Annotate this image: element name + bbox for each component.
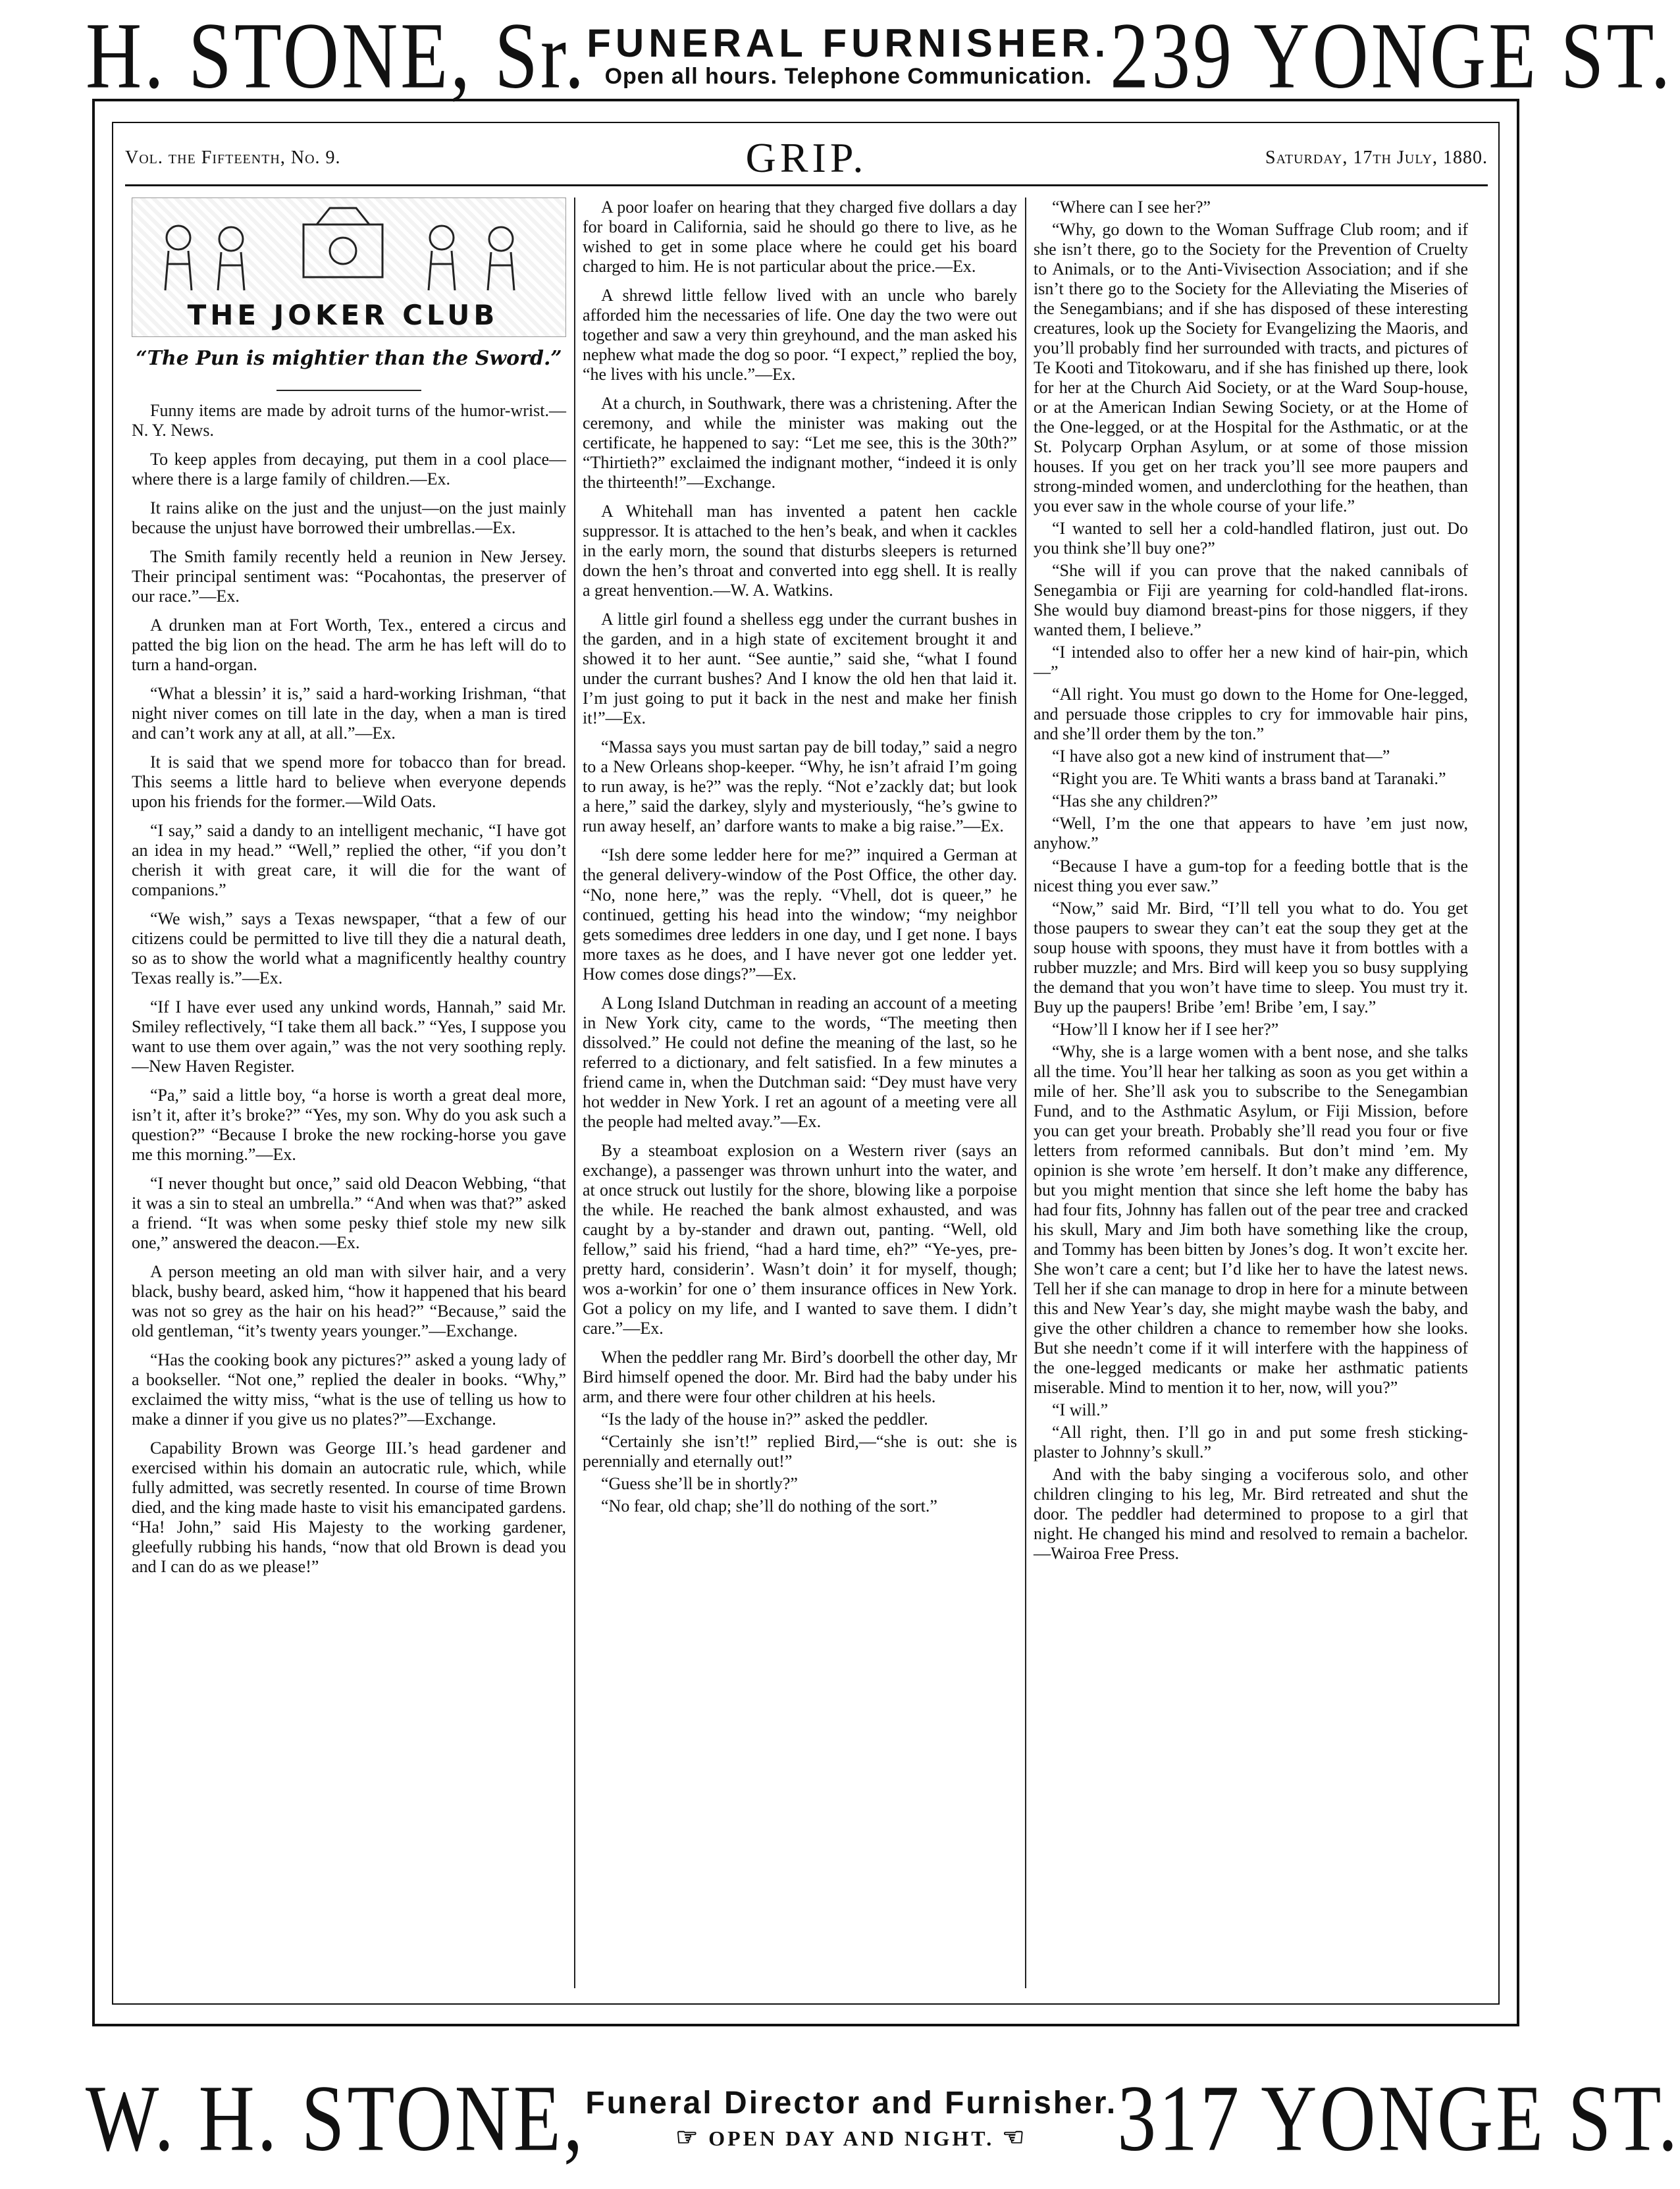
bottom-banner-subtitle-row: [585, 2123, 1117, 2152]
dialogue-line: “Why, she is a large women with a bent nose, and she talks all the time. You’ll hear her talking as soon as you get within a mile of her. She’ll ask you to subscribe to the Senegambian Fund, and to the Asthmatic Asylum, or Fiji Mission, before you can get your breath. Probably she’ll read you four or five letters from reformed cannibals. But don’t mind ’em. My opinion is she wrote ’em herself. It don’t make any difference, but you might mention that since she left home the baby has had four fits, Johnny has fallen out of the pear tree and cracked his skull, Mary and Jim both have something like the croup, and Tommy has been bitten by Jones’s dog. It won’t excite her. She won’t care a cent; but I’d like her to have the latest news. Tell her if she can manage to drop in here for a minute between this and New Year’s day, she might maybe wash the baby, and give the other children a chance to remember how she looks. But she needn’t come if it will interfere with the happiness of the one-legged medicants or make her asthmatic patients miserable. Mind to mention it to her, now, will you?”: [1034, 1042, 1468, 1397]
joke-item: A poor loafer on hearing that they charged five dollars a day for board in California, said he should go there to live, as he wished to get in some place where he could get his board charged to him. He is not particular about the price.—Ex.: [583, 198, 1017, 277]
divider-rule: [276, 388, 421, 392]
dialogue-line: “Why, go down to the Woman Suffrage Club room; and if she isn’t there, go to the Society for the Prevention of Cruelty to Animals, or to the Anti-Vivisection Association; and if she isn’t there go to the Society for the Alleviating the Miseries of the Senegambians; and if she has disposed of these interesting creatures, look up the Society for Evangelizing the Maoris, and you’ll probably find her surrounded with tracts, and pictures of Te Kooti and Titokowaru, and if she has finished up there, look for her at the Church Aid Society, or at the Ward Soup-house, or at the American Indian Sewing Society, or at the Home of the One-legged, or at the Hospital for the Asthmatic, or at the St. Polycarp Orphan Asylum, or at some of those mission houses. If you get on her track you’ll see more paupers and strong-minded women, and underclothing for the heathen, than you ever saw in the whole course of your life.”: [1034, 220, 1468, 516]
dialogue-line: “Right you are. Te Whiti wants a brass band at Taranaki.”: [1052, 769, 1446, 789]
dialogue-line: “I have also got a new kind of instrument that—”: [1052, 747, 1390, 766]
pointing-hand-icon: ☞: [675, 2123, 701, 2151]
joke-item: “I never thought but once,” said old Deacon Webbing, “that it was a sin to steal an umbrella.” “And when was that?” asked a friend. “It was when some pesky thief stole my new silk one,” answered the deacon.—Ex.: [132, 1174, 566, 1253]
masthead: [125, 132, 1488, 186]
column-2: [583, 198, 1017, 1988]
story-ending: And with the baby singing a vociferous solo, and other children clinging to his leg, Mr. Bird retreated and shut the door. The peddler had determined to propose to a girl that night. He changed his mind and resolved to remain a bachelor.—Wairoa Free Press.: [1034, 1464, 1468, 1564]
bottom-banner: [86, 2061, 1680, 2176]
joker-figures-illustration: [132, 198, 567, 297]
top-banner: [86, 3, 1673, 109]
top-banner-address: 239 YONGE ST.: [1110, 3, 1673, 109]
top-banner-subtitle: Open all hours. Telephone Communication.: [604, 64, 1092, 89]
joke-item: “What a blessin’ it is,” said a hard-working Irishman, “that night niver comes on till late in the day, when a man is tired and can’t work any at all, at all.”—Ex.: [132, 683, 566, 743]
joke-item: “Ish dere some ledder here for me?” inquired a German at the general delivery-window of the Post Office, the other day. “No, none here,” was the reply. “Vhell, dot is queer,” he continued, getting his head into the window; “my neighbor gets somedimes dree ledders in one day, und I get none. I bays more taxes as he does, and I have never got one ledder yet. How comes dose dings?”—Ex.: [583, 845, 1017, 984]
bottom-banner-name: W. H. STONE,: [86, 2065, 586, 2171]
joke-item: A Long Island Dutchman in reading an account of a meeting in New York city, came to the words, “The meeting then dissolved.” He could not define the meaning of the last, so he referred to a dictionary, and felt satisfied. In a few minutes a friend came in, when the Dutchman said: “Dey must have very hot wedder in New York. I ret an agount of a meeting vere all the people had melted avay.”—Ex.: [583, 993, 1017, 1131]
joke-item: “Has the cooking book any pictures?” asked a young lady of a bookseller. “Not one,” replied the dealer in books. “Why,” exclaimed the witty miss, “what is the use of telling us how to make a dinner if you give us no plates?”—Exchange.: [132, 1350, 566, 1429]
joke-item: “We wish,” says a Texas newspaper, “that a few of our citizens could be permitted to live till they die a natural death, so as to show the world what a magnificently healthy country Texas really is.”—Ex.: [132, 909, 566, 988]
top-banner-name: H. STONE, Sr.: [86, 3, 587, 109]
publication-title: GRIP.: [745, 134, 868, 181]
dialogue-line: “Is the lady of the house in?” asked the peddler.: [601, 1409, 928, 1429]
joker-club-title: THE JOKER CLUB: [187, 298, 499, 331]
issue-date: Saturday, 17th July, 1880.: [1265, 147, 1488, 168]
joke-item: A drunken man at Fort Worth, Tex., entered a circus and patted the big lion on the head. The arm he has left will do to turn a hand-organ.: [132, 615, 566, 674]
dialogue-line: “Has she any children?”: [1052, 791, 1218, 811]
column-3: [1034, 198, 1468, 1988]
column-1: [132, 198, 566, 1988]
volume-number: Vol. the Fifteenth, No. 9.: [125, 147, 341, 168]
bottom-banner-address: 317 YONGE ST.: [1117, 2065, 1680, 2171]
dialogue-line: “I wanted to sell her a cold-handled flatiron, just out. Do you think she’ll buy one?”: [1034, 519, 1468, 558]
pointing-hand-left-icon: ☜: [1002, 2123, 1028, 2151]
joker-club-motto: “The Pun is mightier than the Sword.”: [136, 347, 562, 370]
dialogue-line: “Where can I see her?”: [1052, 198, 1211, 217]
top-banner-title: FUNERAL FURNISHER.: [587, 21, 1111, 65]
bottom-banner-middle: [585, 2084, 1117, 2152]
top-banner-middle: [587, 22, 1110, 90]
joke-item: “Massa says you must sartan pay de bill today,” said a negro to a New Orleans shop-keeper. “Why, he isn’t afraid I’m going to run away, is he?” was the reply. “Not e’zackly dat; but look a here,” said the darkey, slyly and mysteriously, “he’s gwine to run away heself, an’ darfore wants to make a big raise.”—Ex.: [583, 737, 1017, 836]
dialogue-line: “All right. You must go down to the Home for One-legged, and persuade those cripples to cry for immovable hair pins, and she’ll order them by the ton.”: [1034, 685, 1468, 744]
joke-item: “If I have ever used any unkind words, Hannah,” said Mr. Smiley reflectively, “I take them all back.” “Yes, I suppose you want to use them over again,” was the not very soothing reply.—New Haven Register.: [132, 997, 566, 1076]
joke-item: The Smith family recently held a reunion in New Jersey. Their principal sentiment was: “Pocahontas, the preserver of our race.”—Ex.: [132, 546, 566, 606]
dialogue-line: “All right, then. I’ll go in and put some fresh sticking-plaster to Johnny’s skull.”: [1034, 1422, 1468, 1462]
dialogue-line: “Now,” said Mr. Bird, “I’ll tell you what to do. You get those paupers to swear they can’t eat the soup they get at the soup house with spoons, they must have it from bottles with a rubber muzzle; and Mrs. Bird will keep you so busy supplying the demand that you won’t have time to sleep. You must try it. Buy up the paupers! Bribe ’em! Bribe ’em, I say.”: [1034, 898, 1468, 1016]
column-rule: [574, 198, 575, 1988]
dialogue-line: “Certainly she isn’t!” replied Bird,—“she is out: she is perennially and eternally out!”: [583, 1431, 1017, 1471]
bottom-banner-subtitle: OPEN DAY AND NIGHT.: [708, 2126, 995, 2150]
joke-item: By a steamboat explosion on a Western river (says an exchange), a passenger was thrown unhurt into the water, and at once struck out lustily for the shore, blowing like a porpoise the while. He reached the bank almost exhausted, and was caught by a by-stander and drawn out, panting. “Well, old fellow,” said his friend, “had a hard time, eh?” “Ye-yes, pre-pretty hard, considerin’. Wasn’t doin’ it for myself, though; wos a-workin’ for one o’ them insurance offices in New York. Got a policy on my life, and I wanted to save them. I didn’t care.”—Ex.: [583, 1140, 1017, 1338]
dialogue-line: “I will.”: [1052, 1400, 1109, 1419]
joke-item: It rains alike on the just and the unjust—on the just mainly because the unjust have borrowed their umbrellas.—Ex.: [132, 498, 566, 537]
dialogue-line: “I intended also to offer her a new kind of hair-pin, which—”: [1034, 643, 1468, 682]
column-rule: [1025, 198, 1026, 1988]
joke-item: A Whitehall man has invented a patent hen cackle suppressor. It is attached to the hen’s beak, and when it cackles in the early morn, the sound that disturbs sleepers is returned down the hen’s throat and converted into egg shell. It is really a great henvention.—W. A. Watkins.: [583, 502, 1017, 600]
joke-item: To keep apples from decaying, put them in a cool place—where there is a large family of children.—Ex.: [132, 449, 566, 488]
dialogue-line: “No fear, old chap; she’ll do nothing of the sort.”: [601, 1496, 937, 1516]
joke-item: When the peddler rang Mr. Bird’s doorbell the other day, Mr Bird himself opened the door. Mr. Bird had the baby under his arm, and there were four other children at his heels.: [583, 1347, 1017, 1406]
joke-item: It is said that we spend more for tobacco than for bread. This seems a little hard to believe when everyone depends upon his friends for the former.—Wild Oats.: [132, 752, 566, 811]
joke-item: A person meeting an old man with silver hair, and a very black, bushy beard, asked him, “how it happened that his beard was not so grey as the hair on his head?” “Because,” said the old gentleman, “it’s twenty years younger.”—Exchange.: [132, 1262, 566, 1341]
joke-item: At a church, in Southwark, there was a christening. After the ceremony, and while the minister was making out the certificate, he happened to say: “Let me see, this is the 30th?” “Thirtieth?” exclaimed the indignant mother, “indeed it is only the thirteenth!”—Exchange.: [583, 394, 1017, 492]
joke-item: A shrewd little fellow lived with an uncle who barely afforded him the necessaries of life. One day the two were out together and saw a very thin greyhound, and the man asked his nephew what made the dog so poor. “I expect,” replied the boy, “he lives with his uncle.”—Ex.: [583, 286, 1017, 384]
joke-item: “I say,” said a dandy to an intelligent mechanic, “I have got an idea in my head.” “Well,” replied the other, “if you don’t cherish it with great care, it will die for the want of companions.”: [132, 820, 566, 899]
joke-item: “Pa,” said a little boy, “a horse is worth a great deal more, isn’t it, after it’s broke?” “Yes, my son. Why do you ask such a question?” “Because I broke the new rocking-horse you gave me this morning.”—Ex.: [132, 1086, 566, 1165]
joke-item: Capability Brown was George III.’s head gardener and exercised within his domain an autocratic rule, which, while fully admitted, was secretly resented. In course of time Brown died, and the king made haste to visit his emancipated gardens. “Ha! John,” said His Majesty to the working gardener, gleefully rubbing his hands, “now that old Brown is dead you and I can do as we please!”: [132, 1438, 566, 1577]
dialogue-line: “How’ll I know her if I see her?”: [1052, 1019, 1279, 1039]
joke-item: A little girl found a shelless egg under the currant bushes in the garden, and in a high state of excitement brought it and showed it to her aunt. “See auntie,” said she, “what I found under the currant bushes? And I know the old hen that laid it. I’m just going to put it back in the nest and make her finish it!”—Ex.: [583, 610, 1017, 728]
joke-item: Funny items are made by adroit turns of the humor-wrist.—N. Y. News.: [132, 400, 566, 440]
dialogue-line: “Well, I’m the one that appears to have ’em just now, anyhow.”: [1034, 814, 1468, 853]
joker-club-illustration: [132, 198, 566, 337]
dialogue-line: “She will if you can prove that the naked cannibals of Senegambia or Fiji are yearning for cold-handled flat-irons. She would buy diamond breast-pins for those niggers, if they wanted them, I believe.”: [1034, 561, 1468, 640]
dialogue-line: “Because I have a gum-top for a feeding bottle that is the nicest thing you ever saw.”: [1034, 856, 1468, 895]
bottom-banner-title: Funeral Director and Furnisher.: [585, 2086, 1118, 2121]
divider: [132, 377, 566, 397]
dialogue-line: “Guess she’ll be in shortly?”: [601, 1473, 798, 1493]
